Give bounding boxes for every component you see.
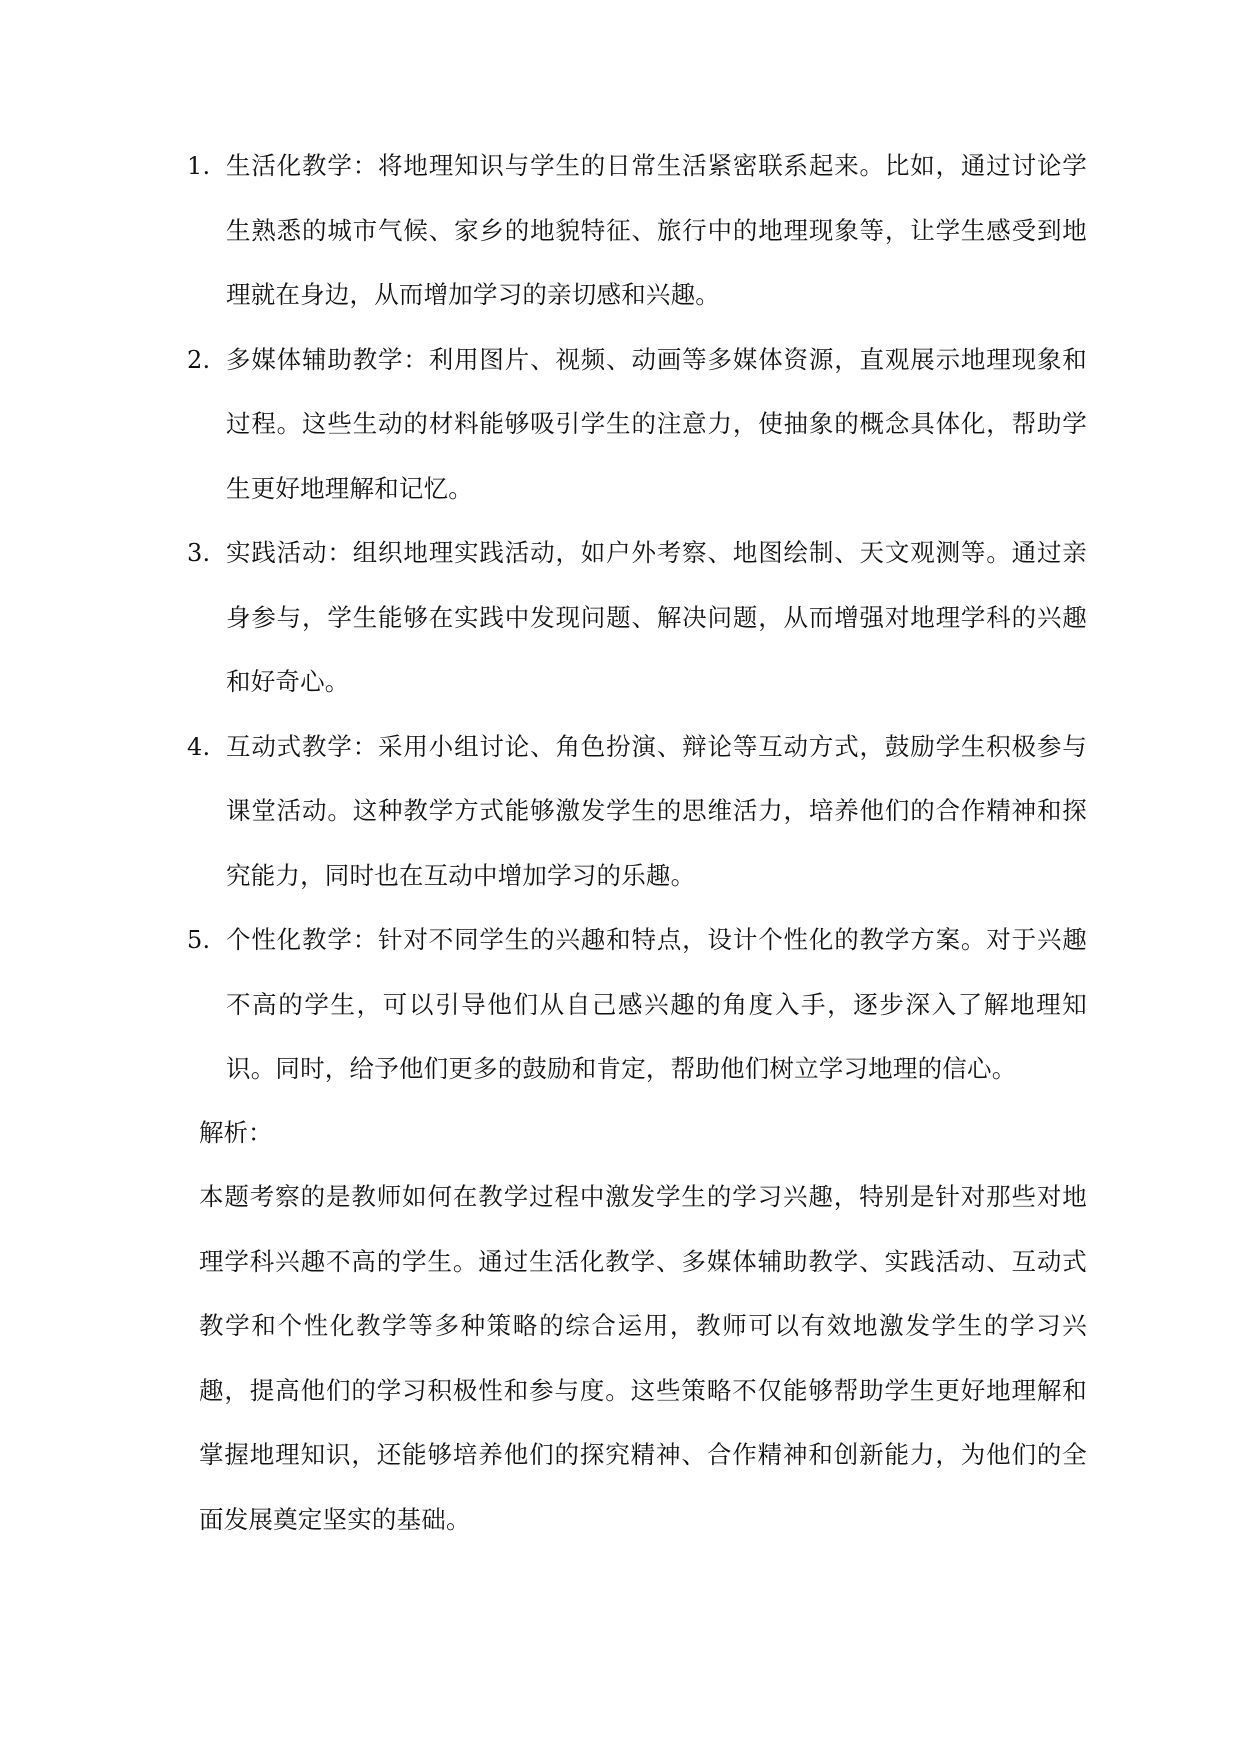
list-item-number: 4. — [187, 732, 211, 761]
list-item-text: 生活化教学：将地理知识与学生的日常生活紧密联系起来。比如，通过讨论学生熟悉的城市气候、家乡的地貌特征、旅行中的地理现象等，让学生感受到地理就在身边，从而增加学习的亲切感和兴趣。 — [226, 151, 1087, 309]
strategy-list — [187, 134, 1087, 1102]
list-item — [187, 908, 1087, 1102]
analysis-heading: 解析： — [199, 1118, 273, 1147]
list-item — [187, 521, 1087, 715]
list-item-number: 2. — [187, 345, 211, 374]
list-item-text: 个性化教学：针对不同学生的兴趣和特点，设计个性化的教学方案。对于兴趣不高的学生，可以引导他们从自己感兴趣的角度入手，逐步深入了解地理知识。同时，给予他们更多的鼓励和肯定，帮助他们树立学习地理的信心。 — [226, 925, 1087, 1083]
list-item-text: 互动式教学：采用小组讨论、角色扮演、辩论等互动方式，鼓励学生积极参与课堂活动。这种教学方式能够激发学生的思维活力，培养他们的合作精神和探究能力，同时也在互动中增加学习的乐趣。 — [226, 731, 1087, 890]
list-item-number: 1. — [187, 152, 211, 180]
analysis-section — [199, 1101, 1087, 1553]
list-item-number: 3. — [187, 539, 211, 567]
list-item — [187, 328, 1087, 522]
list-item — [187, 134, 1087, 328]
list-item-text: 多媒体辅助教学：利用图片、视频、动画等多媒体资源，直观展示地理现象和过程。这些生动的材料能够吸引学生的注意力，使抽象的概念具体化，帮助学生更好地理解和记忆。 — [226, 344, 1087, 503]
list-item-text: 实践活动：组织地理实践活动，如户外考察、地图绘制、天文观测等。通过亲身参与，学生能够在实践中发现问题、解决问题，从而增强对地理学科的兴趣和好奇心。 — [226, 538, 1087, 696]
list-item — [187, 715, 1087, 909]
list-item-number: 5. — [187, 926, 211, 954]
analysis-paragraph: 本题考察的是教师如何在教学过程中激发学生的学习兴趣，特别是针对那些对地理学科兴趣不高的学生。通过生活化教学、多媒体辅助教学、实践活动、互动式教学和个性化教学等多种策略的综合运用，教师可以有效地激发学生的学习兴趣，提高他们的学习积极性和参与度。这些策略不仅能够帮助学生更好地理解和掌握地理知识，还能够培养他们的探究精神、合作精神和创新能力，为他们的全面发展奠定坚实的基础。 — [199, 1182, 1087, 1534]
